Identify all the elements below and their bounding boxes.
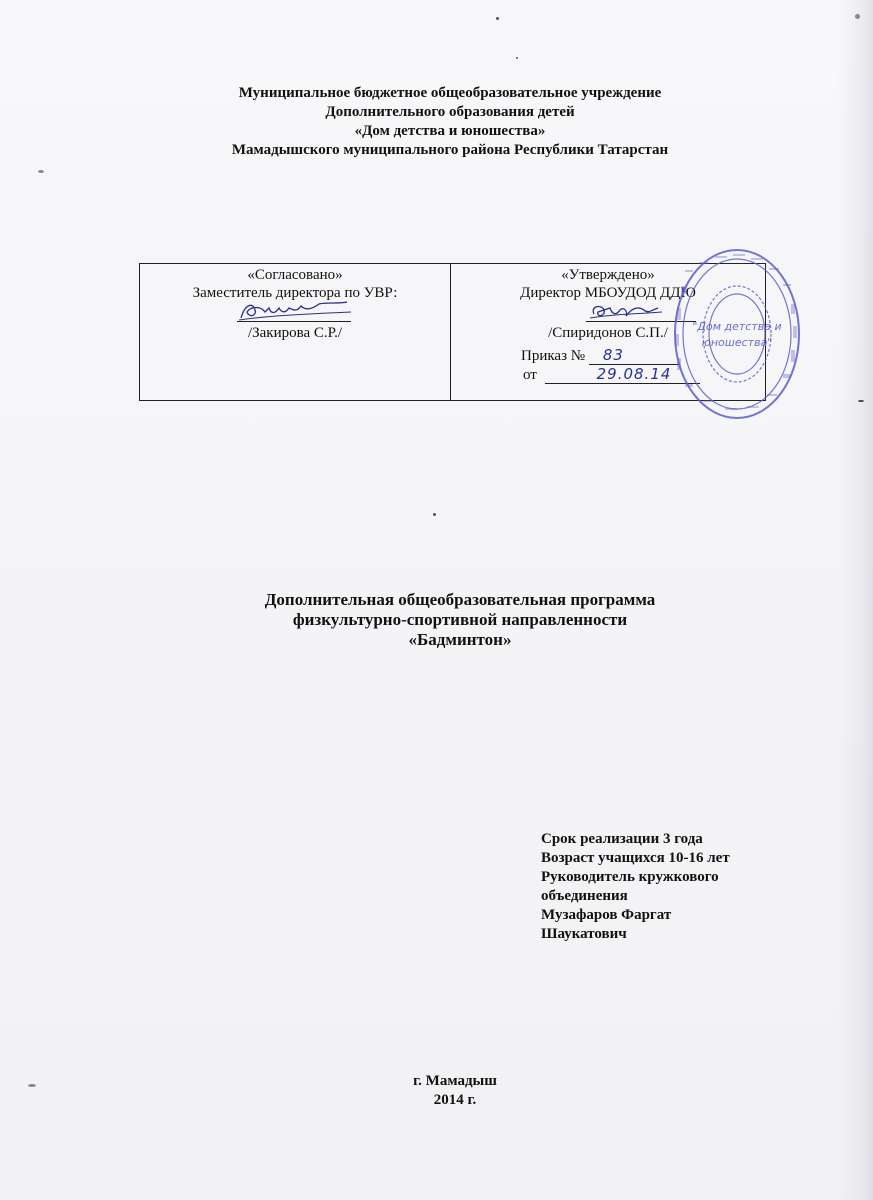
order-label: Приказ № (521, 348, 586, 364)
approval-cell-agreed (140, 266, 450, 342)
leader-name-line-2: Шаукатович (541, 926, 627, 942)
scan-speck (855, 14, 860, 19)
agreed-signature-line (140, 302, 450, 324)
agreed-signature-icon (235, 298, 355, 324)
program-title-line-1: Дополнительная общеобразовательная программа (264, 590, 656, 609)
program-title-line-2: физкультурно-спортивной направленности (292, 610, 628, 629)
stamp-text-line-1: "Дом детства и (692, 320, 782, 333)
stamp-text-line-2: юношества" (701, 336, 773, 349)
order-number-value: 83 (602, 346, 624, 364)
footer-city: г. Мамадыш (413, 1073, 497, 1089)
approved-position: Директор МБОУДОД ДДЮ (520, 285, 696, 301)
institution-stamp-icon (655, 246, 805, 426)
scan-speck (496, 17, 499, 20)
approved-heading: «Утверждено» (561, 267, 655, 283)
footer-year: 2014 г. (433, 1092, 477, 1108)
header-line-2: Дополнительного образования детей (325, 104, 575, 120)
agreed-name: /Закирова С.Р./ (247, 325, 343, 341)
scan-speck (858, 400, 864, 402)
program-details (541, 830, 791, 944)
scan-speck (38, 170, 44, 173)
scan-speck (28, 1084, 36, 1087)
agreed-heading: «Согласовано» (247, 267, 343, 283)
leader-name-line-1: Музафаров Фаргат (541, 907, 672, 923)
page-edge-shadow (837, 0, 873, 1200)
program-term: Срок реализации 3 года (541, 831, 703, 847)
leader-label-line-1: Руководитель кружкового (541, 869, 719, 885)
leader-label-line-2: объединения (541, 888, 628, 904)
scan-speck (516, 57, 518, 59)
agreed-position: Заместитель директора по УВР: (192, 285, 398, 301)
header-line-3: «Дом детства и юношества» (354, 123, 546, 139)
approved-name: /Спиридонов С.П./ (548, 325, 668, 341)
header-line-4: Мамадышского муниципального района Республики Татарстан (231, 142, 669, 158)
order-date-label: от (523, 367, 537, 383)
document-footer (380, 1072, 530, 1110)
scan-speck (433, 513, 436, 516)
program-title-line-3: «Бадминтон» (408, 630, 512, 649)
program-title (150, 590, 770, 650)
order-date-value: 29.08.14 (596, 365, 672, 383)
student-age: Возраст учащихся 10-16 лет (541, 850, 730, 866)
institution-header (100, 84, 800, 160)
approved-signature-icon (586, 300, 666, 324)
header-line-1: Муниципальное бюджетное общеобразовательное учреждение (238, 85, 662, 101)
